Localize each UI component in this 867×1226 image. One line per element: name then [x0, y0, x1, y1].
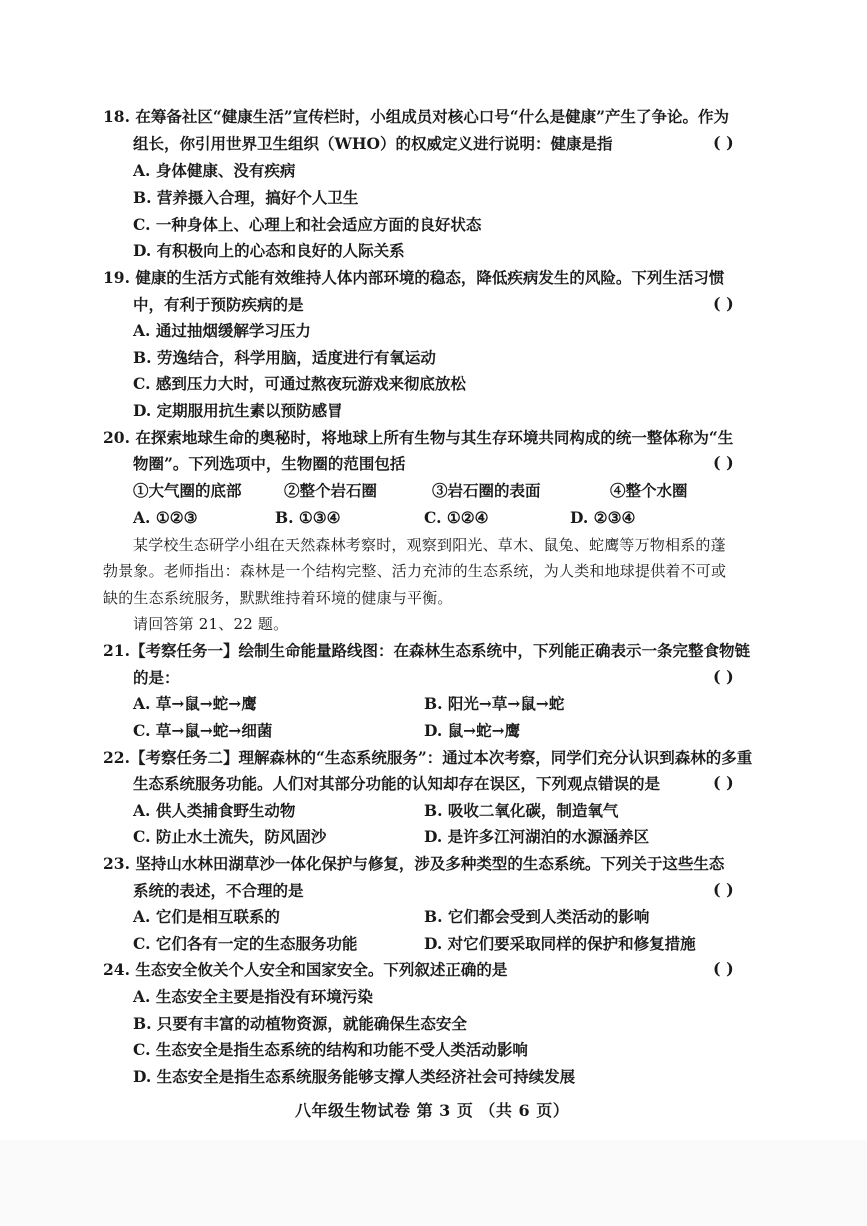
q20-stem-line2: 物圈”。下列选项中，生物圈的范围包括 [133, 454, 406, 473]
q19-answer-bracket: ( ) [713, 294, 734, 313]
q21-option-a: A. 草→鼠→蛇→鹰 [133, 694, 257, 713]
passage-instruction: 请回答第 21、22 题。 [133, 615, 289, 633]
q22-option-a: A. 供人类捕食野生动物 [133, 801, 296, 820]
q19-option-b: B. 劳逸结合，科学用脑，适度进行有氧运动 [133, 348, 436, 367]
q20-item-3: ③岩石圈的表面 [432, 481, 541, 500]
q20-option-d: D. ②③④ [570, 508, 636, 527]
q24-option-a: A. 生态安全主要是指没有环境污染 [133, 987, 373, 1006]
q20-item-2: ②整个岩石圈 [284, 481, 378, 500]
q20-stem-line1: 20. 在探索地球生命的奥秘时，将地球上所有生物与其生存环境共同构成的统一整体称为“生 [103, 428, 734, 447]
q23-option-d: D. 对它们要采取同样的保护和修复措施 [424, 934, 696, 953]
q21-stem-line1: 21.【考察任务一】绘制生命能量路线图：在森林生态系统中，下列能正确表示一条完整食物链 [103, 641, 750, 660]
q22-option-d: D. 是许多江河湖泊的水源涵养区 [424, 827, 650, 846]
q21-option-c: C. 草→鼠→蛇→细菌 [133, 721, 273, 740]
q20-option-a: A. ①②③ [133, 508, 198, 527]
q20-option-c: C. ①②④ [424, 508, 489, 527]
q22-option-b: B. 吸收二氧化碳，制造氧气 [424, 801, 619, 820]
q20-item-4: ④整个水圈 [610, 481, 688, 500]
passage-line1: 某学校生态研学小组在天然森林考察时，观察到阳光、草木、鼠兔、蛇鹰等万物相系的蓬 [133, 536, 726, 554]
q21-option-b: B. 阳光→草→鼠→蛇 [424, 694, 565, 713]
q18-stem-line2: 组长，你引用世界卫生组织（WHO）的权威定义进行说明：健康是指 [133, 134, 613, 153]
q19-option-a: A. 通过抽烟缓解学习压力 [133, 321, 311, 340]
q24-option-b: B. 只要有丰富的动植物资源，就能确保生态安全 [133, 1014, 467, 1033]
q24-answer-bracket: ( ) [713, 959, 734, 978]
q22-stem-line1: 22.【考察任务二】理解森林的“生态系统服务”：通过本次考察，同学们充分认识到森林的多重 [103, 748, 753, 767]
q19-stem-line2: 中，有利于预防疾病的是 [133, 295, 304, 314]
q23-option-a: A. 它们是相互联系的 [133, 907, 280, 926]
q19-option-d: D. 定期服用抗生素以预防感冒 [133, 401, 343, 420]
q18-stem-line1: 18. 在筹备社区“健康生活”宣传栏时，小组成员对核心口号“什么是健康”产生了争论。作为 [103, 107, 730, 126]
q18-option-d: D. 有积极向上的心态和良好的人际关系 [133, 241, 405, 260]
q23-option-c: C. 它们各有一定的生态服务功能 [133, 934, 358, 953]
page-footer: 八年级生物试卷 第 3 页 （共 6 页） [295, 1101, 570, 1120]
passage-line2: 勃景象。老师指出：森林是一个结构完整、活力充沛的生态系统，为人类和地球提供着不可或 [103, 562, 727, 580]
q18-option-c: C. 一种身体上、心理上和社会适应方面的良好状态 [133, 215, 482, 234]
q24-stem: 24. 生态安全攸关个人安全和国家安全。下列叙述正确的是 [103, 960, 508, 979]
page-bottom-margin [0, 1140, 867, 1226]
q19-stem-line1: 19. 健康的生活方式能有效维持人体内部环境的稳态，降低疾病发生的风险。下列生活习惯 [103, 268, 725, 287]
q24-option-d: D. 生态安全是指生态系统服务能够支撑人类经济社会可持续发展 [133, 1067, 576, 1086]
q21-option-d: D. 鼠→蛇→鹰 [424, 721, 521, 740]
q18-option-b: B. 营养摄入合理，搞好个人卫生 [133, 188, 359, 207]
q22-stem-line2: 生态系统服务功能。人们对其部分功能的认知却存在误区，下列观点错误的是 [133, 774, 661, 793]
q23-stem-line1: 23. 坚持山水林田湖草沙一体化保护与修复，涉及多种类型的生态系统。下列关于这些生态 [103, 854, 725, 873]
q18-option-a: A. 身体健康、没有疾病 [133, 161, 296, 180]
q22-answer-bracket: ( ) [713, 773, 734, 792]
q18-answer-bracket: ( ) [713, 133, 734, 152]
q20-item-1: ①大气圈的底部 [133, 481, 242, 500]
q23-answer-bracket: ( ) [713, 880, 734, 899]
q21-answer-bracket: ( ) [713, 667, 734, 686]
passage-line3: 缺的生态系统服务，默默维持着环境的健康与平衡。 [103, 589, 453, 607]
q20-option-b: B. ①③④ [275, 508, 341, 527]
q23-stem-line2: 系统的表述，不合理的是 [133, 881, 304, 900]
q21-stem-line2: 的是： [133, 668, 180, 687]
q22-option-c: C. 防止水土流失，防风固沙 [133, 827, 327, 846]
q23-option-b: B. 它们都会受到人类活动的影响 [424, 907, 650, 926]
q19-option-c: C. 感到压力大时，可通过熬夜玩游戏来彻底放松 [133, 374, 466, 393]
q20-answer-bracket: ( ) [713, 453, 734, 472]
q24-option-c: C. 生态安全是指生态系统的结构和功能不受人类活动影响 [133, 1040, 528, 1059]
